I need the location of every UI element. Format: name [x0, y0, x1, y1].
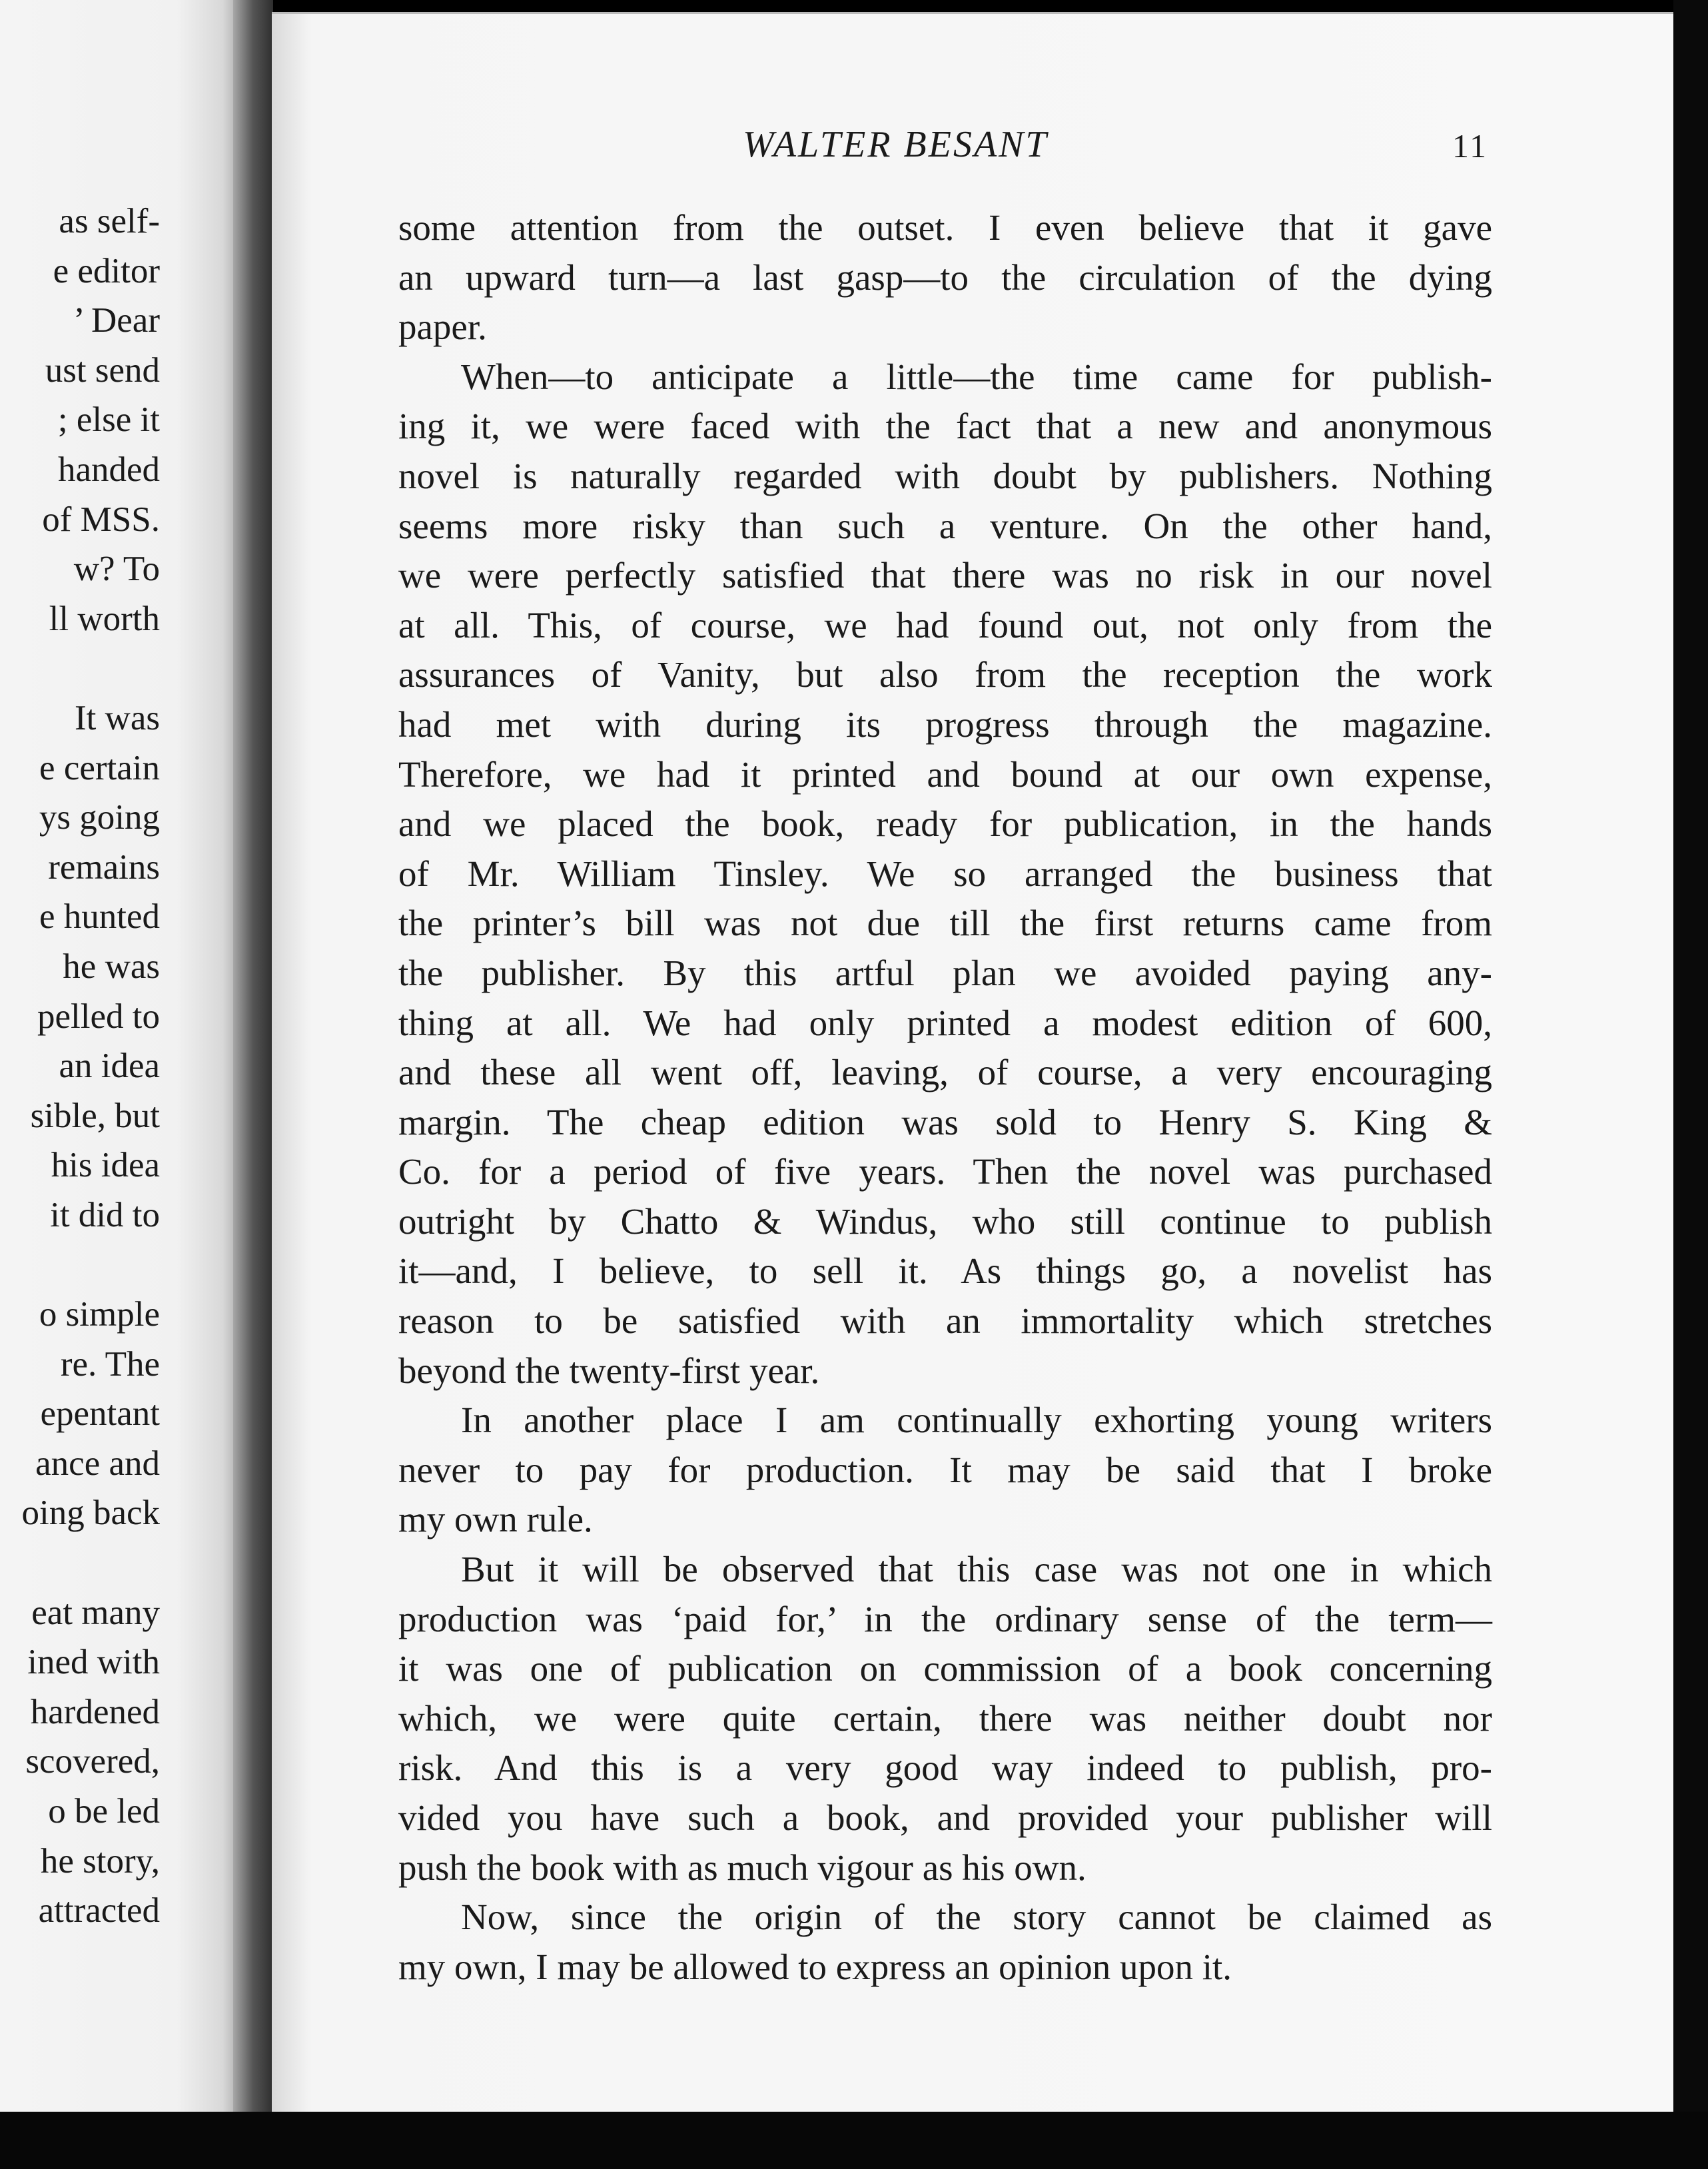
previous-page-line: epentant [40, 1394, 160, 1434]
previous-page-line: ll worth [49, 599, 160, 638]
text-line: seems more risky than such a venture. On the other hand, [398, 505, 1492, 546]
text-line: and we placed the book, ready for publication, in the hands [398, 803, 1492, 845]
running-head: WALTER BESANT [743, 124, 1049, 165]
previous-page-line: oing back [21, 1494, 160, 1533]
previous-page-line: eat many [31, 1593, 160, 1632]
text-line: ing it, we were faced with the fact that a new and anonymous [398, 406, 1492, 447]
text-line: beyond the twenty-first year. [398, 1350, 820, 1391]
previous-page-line: e hunted [39, 897, 160, 937]
text-line: push the book with as much vigour as his own. [398, 1847, 1086, 1888]
previous-page-line: attracted [38, 1891, 160, 1931]
body-text [398, 203, 1492, 1992]
text-line: reason to be satisfied with an immortality which stretches [398, 1300, 1492, 1342]
text-line: margin. The cheap edition was sold to Henry S. King & [398, 1101, 1492, 1142]
text-line: But it will be observed that this case was not one in which [461, 1549, 1492, 1590]
text-line: which, we were quite certain, there was neither doubt nor [398, 1697, 1492, 1739]
previous-page-line: o be led [48, 1792, 160, 1831]
text-line: at all. This, of course, we had found out, not only from the [398, 604, 1492, 646]
previous-page-line: ; else it [57, 400, 160, 440]
previous-page-line: hardened [30, 1692, 160, 1731]
previous-page-line: ys going [39, 798, 160, 837]
text-line: the printer’s bill was not due till the first returns came from [398, 903, 1492, 944]
text-line: an upward turn—a last gasp—to the circulation of the dying [398, 256, 1492, 298]
text-line: assurances of Vanity, but also from the reception the work [398, 654, 1492, 695]
text-line: risk. And this is a very good way indeed to publish, pro- [398, 1747, 1492, 1789]
text-line: In another place I am continually exhorting young writers [461, 1400, 1492, 1441]
text-line: my own rule. [398, 1499, 593, 1540]
text-line: thing at all. We had only printed a modest edition of 600, [398, 1002, 1492, 1043]
previous-page-line [21, 644, 160, 693]
scan-border-right [1673, 0, 1708, 2169]
page-number: 11 [1452, 127, 1489, 165]
previous-page-line: sible, but [30, 1096, 160, 1135]
previous-page-line: ance and [35, 1444, 160, 1483]
scan-border-bottom [0, 2112, 1708, 2169]
text-line: outright by Chatto & Windus, who still continue to publish [398, 1200, 1492, 1242]
text-line: When—to anticipate a little—the time came for publish- [461, 356, 1492, 397]
text-line: Co. for a period of five years. Then the novel was purchased [398, 1151, 1492, 1192]
previous-page-line: e certain [39, 748, 160, 787]
text-line: and these all went off, leaving, of course, a very encouraging [398, 1052, 1492, 1093]
text-line: production was ‘paid for,’ in the ordinary sense of the term— [398, 1598, 1492, 1639]
previous-page-line: It was [74, 698, 160, 737]
previous-page-line: of MSS. [42, 500, 160, 539]
text-line: never to pay for production. It may be said that I broke [398, 1449, 1492, 1490]
previous-page-line: ined with [27, 1643, 160, 1682]
text-line: my own, I may be allowed to express an opinion upon it. [398, 1946, 1232, 1987]
previous-page-line [21, 1538, 160, 1588]
text-line: novel is naturally regarded with doubt by publishers. Nothing [398, 455, 1492, 496]
previous-page-line: re. The [60, 1344, 160, 1384]
previous-page-line: scovered, [25, 1742, 160, 1781]
book-gutter-shadow [233, 0, 273, 2118]
previous-page-line: it did to [50, 1195, 160, 1234]
text-line: of Mr. William Tinsley. We so arranged the business that [398, 853, 1492, 894]
previous-page-line: remains [48, 847, 160, 887]
text-line: Therefore, we had it printed and bound at our own expense, [398, 753, 1492, 795]
previous-page-line: ust send [45, 350, 160, 390]
previous-page-line: ’ Dear [73, 301, 160, 340]
previous-page-line: e editor [53, 251, 160, 290]
text-line: we were perfectly satisfied that there was no risk in our novel [398, 555, 1492, 596]
previous-page-line: he was [63, 947, 160, 986]
text-line: had met with during its progress through the magazine. [398, 703, 1492, 745]
previous-page-line: an idea [59, 1047, 160, 1086]
previous-page-line: as self- [59, 202, 160, 240]
previous-page-line: handed [57, 450, 160, 489]
text-line: the publisher. By this artful plan we avoided paying any- [398, 952, 1492, 993]
text-line: paper. [398, 306, 487, 348]
previous-page-line [21, 1240, 160, 1290]
text-line: vided you have such a book, and provided your publisher will [398, 1797, 1492, 1838]
previous-page-line: he story, [40, 1841, 160, 1881]
previous-page-line: pelled to [37, 997, 160, 1036]
text-line: some attention from the outset. I even believe that it gave [398, 207, 1492, 248]
previous-page-line: w? To [73, 550, 160, 589]
text-line: Now, since the origin of the story cannot be claimed as [461, 1897, 1492, 1938]
text-line: it was one of publication on commission of a book concerning [398, 1648, 1492, 1689]
previous-page-line: his idea [51, 1146, 160, 1185]
previous-page [0, 0, 253, 2118]
previous-page-line: o simple [39, 1295, 160, 1334]
text-line: it—and, I believe, to sell it. As things go, a novelist has [398, 1250, 1492, 1292]
previous-page-text [21, 197, 160, 1936]
